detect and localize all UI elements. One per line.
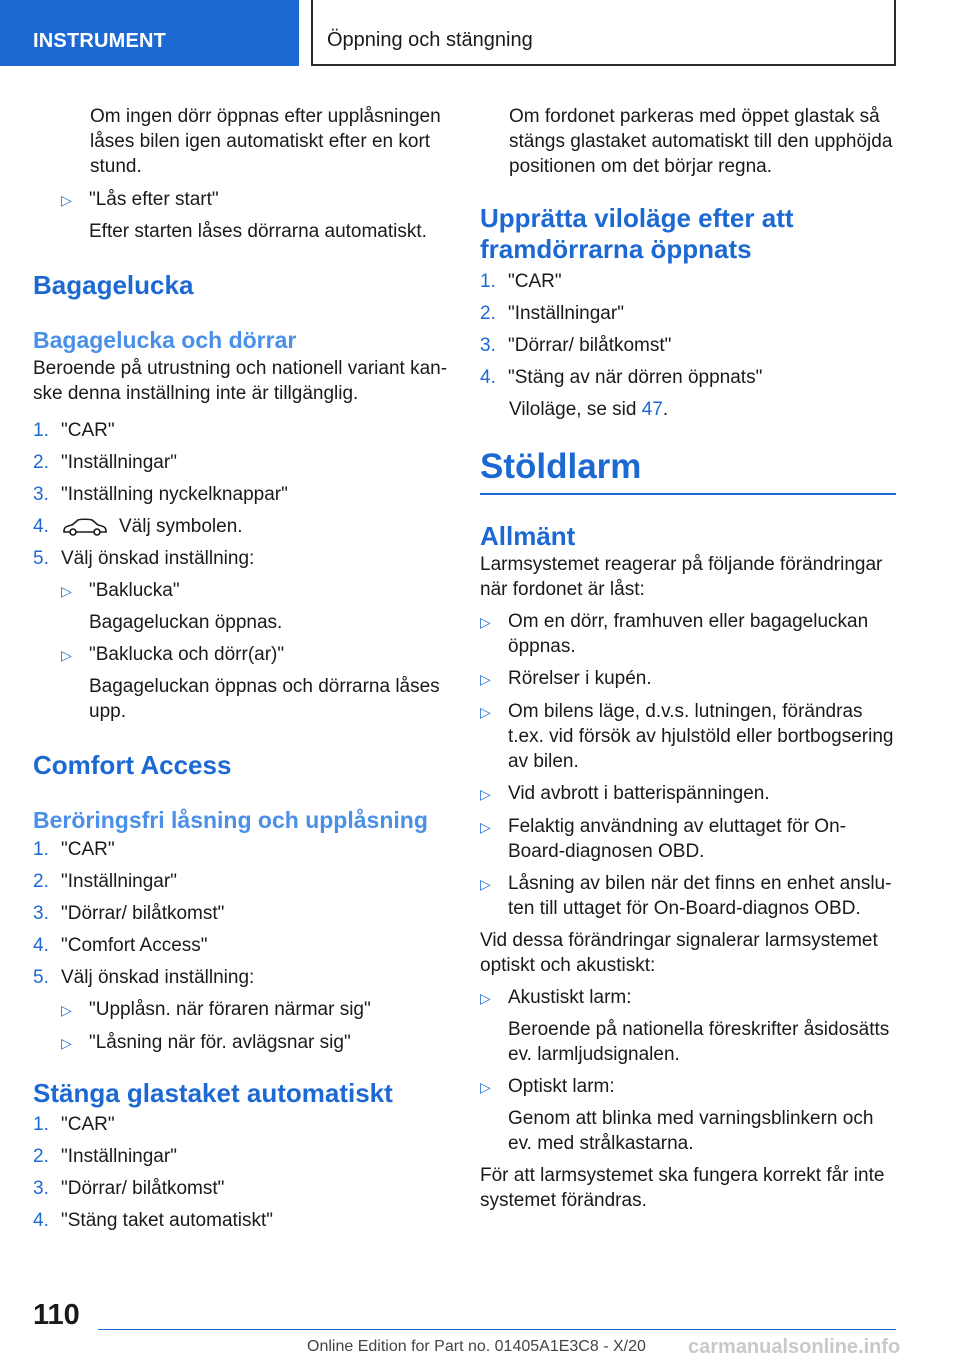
list-item: 1. "CAR" [33,839,115,860]
triangle-right-icon: ▷ [480,786,491,802]
subheading-beroringsfri: Beröringsfri låsning och upplåsning [33,807,428,833]
list-item: ▷ Optiskt larm: Genom att blinka med varningsblinkern och ev. med strålkastarna. [480,1076,874,1154]
list-item: 2. "Inställningar" [480,303,624,324]
alarm-intro-paragraph: Larmsystemet reagerar på följande förändringar när fordonet är låst: [480,554,883,600]
page-header [0,0,960,66]
subheading-allmant: Allmänt [480,521,576,551]
chapter-title: Öppning och stängning [311,0,896,66]
right-column [480,104,896,1213]
list-item: 3. "Dörrar/ bilåtkomst" [480,335,672,356]
triangle-right-icon: ▷ [61,1035,72,1051]
intro-paragraph: Om ingen dörr öppnas efter upplåsningen låses bilen igen automatiskt efter en kort stund. [90,106,441,177]
list-item: 4. "Stäng av när dörren öppnats" [480,367,763,388]
list-item: ▷ Rörelser i kupén. [480,666,896,692]
triangle-right-icon: ▷ [61,1002,72,1018]
closing-paragraph: För att larmsystemet ska fungera korrekt får inte systemet förändras. [480,1165,885,1211]
list-item: 3. "Dörrar/ bilåtkomst" [33,1178,225,1199]
heading-divider [480,493,896,495]
triangle-right-icon: ▷ [480,671,491,687]
signal-paragraph: Vid dessa förändringar signalerar larmsystemet optiskt och akustiskt: [480,930,878,976]
list-item: ▷ Felaktig användning av eluttaget för On- Board-diagnosen OBD. [480,816,846,862]
list-item: 2. "Inställningar" [33,871,177,892]
triangle-right-icon: ▷ [480,1079,491,1095]
option-item: ▷ "Baklucka" Bagageluckan öppnas. [61,580,283,633]
list-item: ▷ Om en dörr, framhuven eller bagageluckan öppnas. [480,611,869,657]
heading-stanga-glastaket: Stänga glastaket automatiskt [33,1078,393,1108]
list-item: 4. Välj symbolen. [33,516,243,537]
heading-comfort-access: Comfort Access [33,750,232,780]
car-outline-icon [61,517,109,537]
option-item: ▷ "Upplåsn. när föraren närmar sig" [33,997,448,1023]
heading-bagagelucka: Bagagelucka [33,270,194,300]
list-item: ▷ Vid avbrott i batterispänningen. [480,781,896,807]
triangle-right-icon: ▷ [61,583,72,599]
list-item: ▷ Akustiskt larm: Beroende på nationella föreskrifter åsidosätts ev. larmljudsignalen. [480,987,890,1065]
page-number: 110 [33,1299,80,1331]
list-item: 2. "Inställningar" [33,452,177,473]
list-item: ▷ Om bilens läge, d.v.s. lutningen, förändras t.ex. vid försök av hjulstöld eller bortbogsering av bilen. [480,701,894,772]
footer-divider [98,1329,896,1330]
list-item: 5. Välj önskad inställning: [33,967,255,988]
triangle-right-icon: ▷ [480,990,491,1006]
list-item: ▷ Låsning av bilen när det finns en enhet anslu- ten till uttaget för On-Board-diagnos OBD. [480,873,892,919]
list-item: 1. "CAR" [480,271,562,292]
page-reference-link[interactable]: 47 [641,399,663,420]
triangle-right-icon: ▷ [480,876,491,892]
list-item: 4. "Comfort Access" [33,935,208,956]
triangle-right-icon: ▷ [61,192,72,208]
list-item: 1. "CAR" [33,1114,115,1135]
list-item: 1. "CAR" [33,420,115,441]
triangle-right-icon: ▷ [480,614,491,630]
lock-after-start-option: ▷ "Lås efter start" Efter starten låses dörrarna automatiskt. [61,189,427,242]
standby-reference: Viloläge, se sid 47. [509,399,669,420]
left-column [33,104,448,1240]
option-item: ▷ "Baklucka och dörr(ar)" Bagageluckan öppnas och dörrarna låses upp. [61,644,440,722]
section-tab: INSTRUMENT [0,0,299,66]
bagagelucka-paragraph: Beroende på utrustning och nationell variant kan- ske denna inställning inte är tillgänglig. [33,358,448,404]
sunroof-continued-paragraph: Om fordonet parkeras med öppet glastak så stängs glastaket automatiskt till den upphöjda positionen om det börjar regna. [509,106,893,177]
list-item: 3. "Dörrar/ bilåtkomst" [33,903,225,924]
triangle-right-icon: ▷ [480,704,491,720]
list-item: 5. Välj önskad inställning: [33,548,255,569]
list-item: 4. "Stäng taket automatiskt" [33,1210,274,1231]
list-item: 3. "Inställning nyckelknappar" [33,484,288,505]
heading-stoldlarm: Stöldlarm [480,447,642,486]
footer-edition: Online Edition for Part no. 01405A1E3C8 - X/20 [307,1338,646,1355]
list-item: 2. "Inställningar" [33,1146,177,1167]
subheading-bagagelucka-dorrar: Bagagelucka och dörrar [33,327,297,353]
heading-viloläge: Upprätta viloläge efter att framdörrarna öppnats [480,203,794,264]
watermark-logo: carmanualsonline.info [688,1336,901,1358]
triangle-right-icon: ▷ [480,819,491,835]
option-item: ▷ "Låsning när för. avlägsnar sig" [33,1030,448,1056]
triangle-right-icon: ▷ [61,647,72,663]
